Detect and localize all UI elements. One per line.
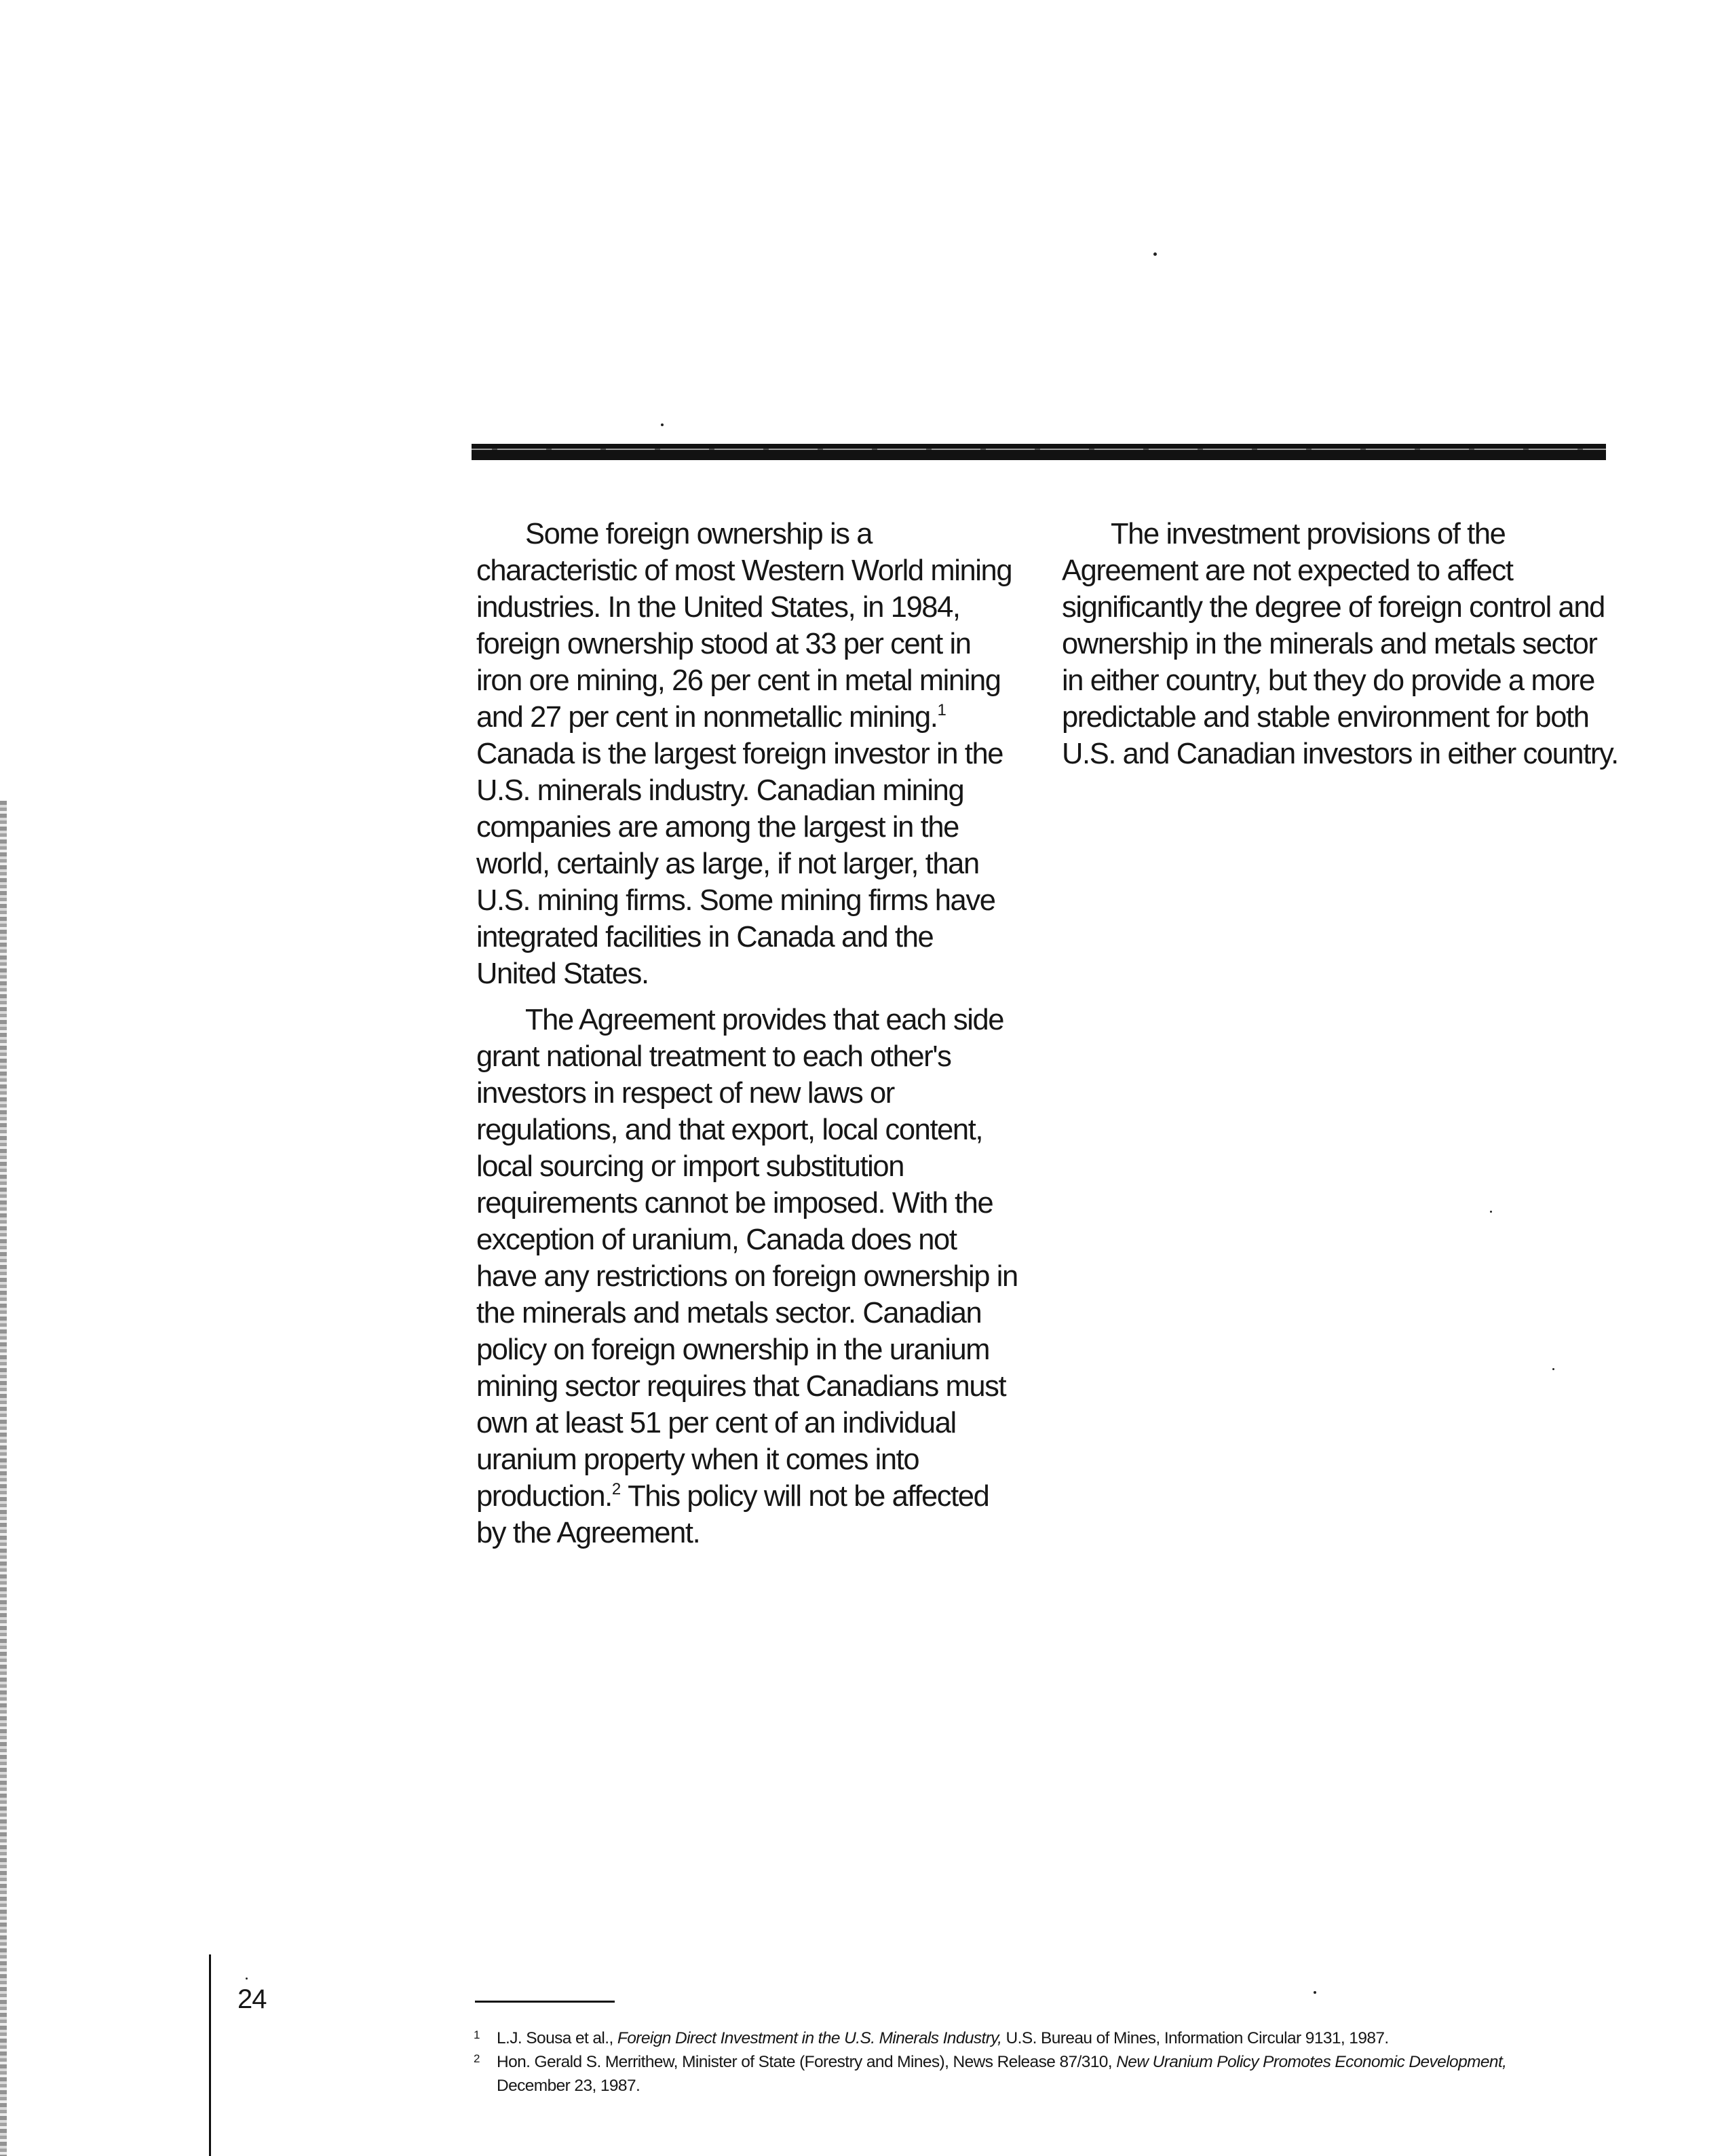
scan-speck	[1153, 252, 1157, 256]
footnote-text: L.J. Sousa et al.,	[497, 2029, 617, 2047]
body-paragraph	[476, 516, 1019, 992]
footnote-divider	[475, 2001, 615, 2003]
footnote-title: Foreign Direct Investment in the U.S. Minerals Industry,	[617, 2029, 1002, 2047]
footnote-text: December 23, 1987.	[497, 2077, 640, 2095]
body-paragraph	[476, 1002, 1019, 1551]
paragraph-text: Canada is the largest foreign investor in the U.S. minerals industry. Canadian mining companies are among the largest in the world, certainly as large, if not larger, than U.S. mining firms. Some mining firms have integrated facilities in Canada and the United States.	[476, 738, 1003, 990]
footnotes	[461, 2026, 1574, 2098]
footnote	[461, 2050, 1574, 2098]
header-rule	[472, 444, 1606, 460]
paragraph-text: This policy will not be affected by the Agreement.	[476, 1480, 989, 1549]
scan-speck	[661, 423, 664, 426]
footnote	[461, 2026, 1574, 2050]
left-column	[476, 516, 1019, 1551]
page-margin-bar	[209, 1954, 211, 2156]
page-number: 24	[237, 1984, 267, 2014]
footnote-ref[interactable]: 2	[611, 1480, 621, 1498]
paragraph-text: Some foreign ownership is a characteristic of most Western World mining industries. In the United States, in 1984, foreign ownership stood at 33 per cent in iron ore mining, 26 per cent in metal mining and 27 per cent in nonmetallic mining.	[476, 518, 1012, 734]
scan-speck	[1490, 1211, 1492, 1213]
scan-edge-artifact	[0, 801, 7, 2156]
scan-speck	[246, 1978, 248, 1980]
footnote-title: New Uranium Policy Promotes Economic Development,	[1116, 2053, 1507, 2071]
scan-speck	[1314, 1991, 1316, 1994]
body-paragraph: The investment provisions of the Agreement are not expected to affect significantly the degree of foreign control and ownership in the minerals and metals sector in either country, but they do provide a more predictable and stable environment for both U.S. and Canadian investors in either country.	[1062, 518, 1618, 770]
footnote-mark: 2	[474, 2052, 480, 2065]
scan-speck	[1552, 1368, 1554, 1370]
footnote-ref[interactable]: 1	[937, 701, 946, 719]
footnote-text: U.S. Bureau of Mines, Information Circular 9131, 1987.	[1001, 2029, 1389, 2047]
footnote-mark: 1	[474, 2028, 480, 2041]
right-column	[1062, 516, 1618, 772]
footnote-text: Hon. Gerald S. Merrithew, Minister of State (Forestry and Mines), News Release 87/310,	[497, 2053, 1117, 2071]
paragraph-text: The Agreement provides that each side grant national treatment to each other's investors in respect of new laws or regulations, and that export, local content, local sourcing or import substitution requirements cannot be imposed. With the exception of uranium, Canada does not have any restrictions on foreign ownership in the minerals and metals sector. Canadian policy on foreign ownership in the uranium mining sector requires that Canadians must own at least 51 per cent of an individual uranium property when it comes into production.	[476, 1004, 1018, 1513]
